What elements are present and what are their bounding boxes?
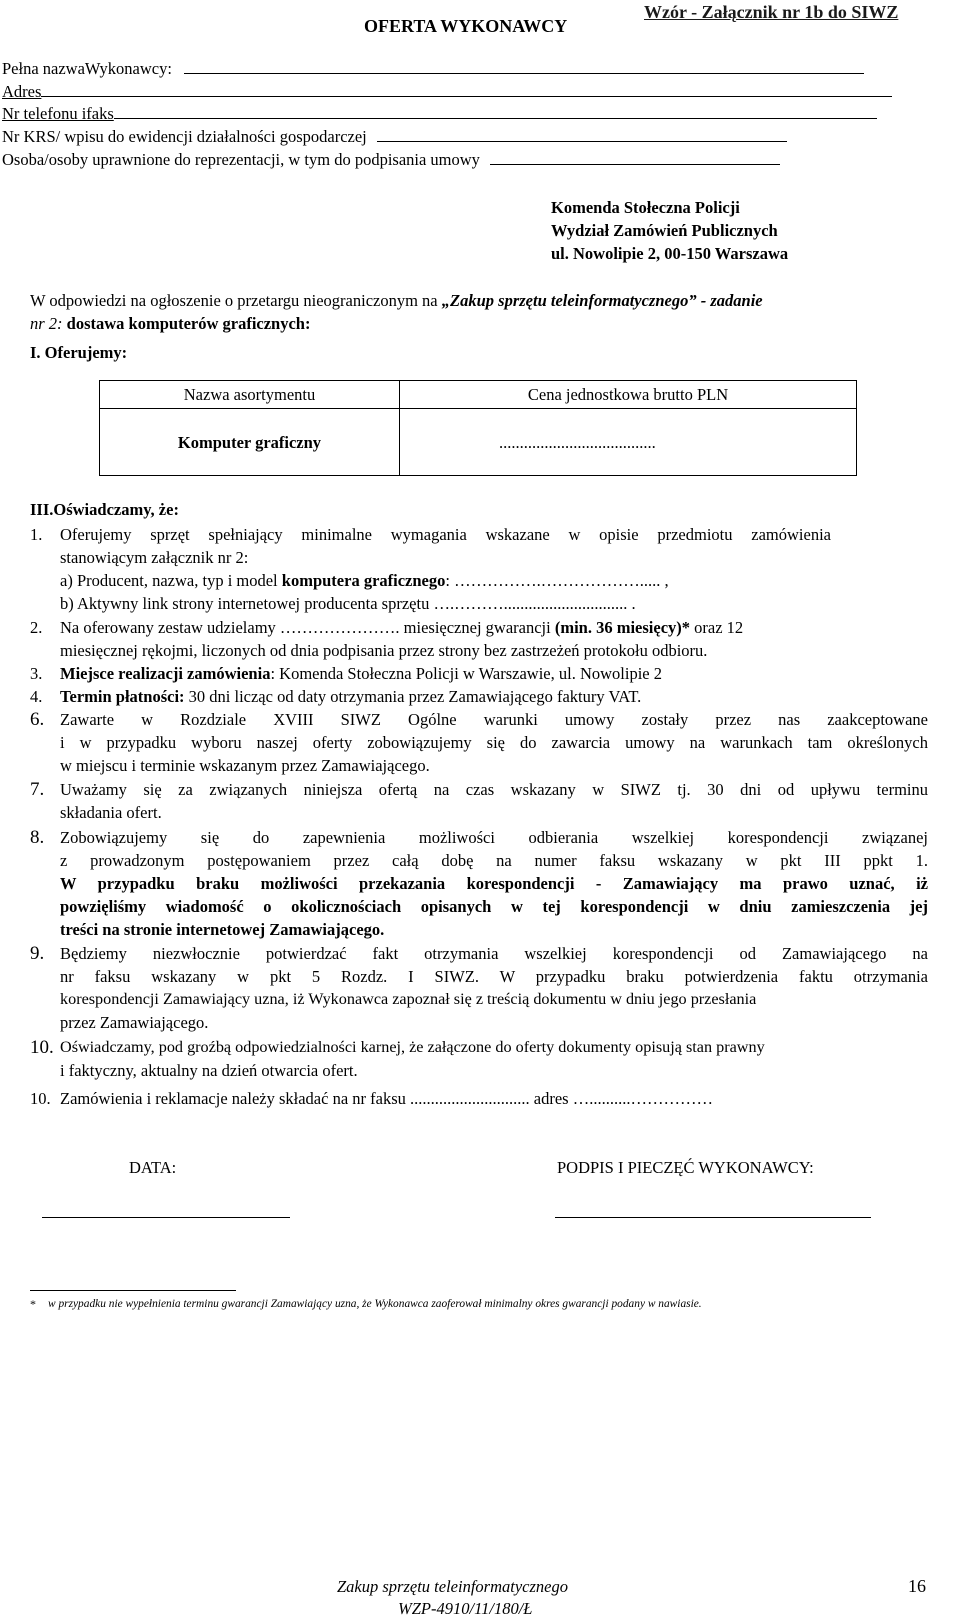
- statement-6-number: 6.: [30, 709, 45, 730]
- recipient-line-2: Wydział Zamówień Publicznych: [551, 221, 778, 240]
- intro-subject: „Zakup sprzętu teleinformatycznego” - zadanie: [441, 291, 763, 310]
- statement-8-number: 8.: [30, 827, 45, 848]
- statement-9-number: 9.: [30, 943, 45, 964]
- intro-line-1: [30, 289, 763, 312]
- statement-8-line-2: z prowadzonym postępowaniem przez całą dobę na numer faksu wskazany w pkt III ppkt 1.: [60, 851, 928, 870]
- table-row: [100, 409, 857, 476]
- section-iii-heading: III.Oświadczamy, że:: [30, 500, 179, 519]
- cell-item-name: Komputer graficzny: [100, 409, 400, 476]
- statement-2-number: 2.: [30, 618, 43, 637]
- statement-3: [60, 662, 662, 685]
- statement-6-line-1: Zawarte w Rozdziale XVIII SIWZ Ogólne warunki umowy zostały przez nas zaakceptowane: [60, 710, 928, 729]
- footnote-text: w przypadku nie wypełnienia terminu gwarancji Zamawiający uzna, że Wykonawca zaoferował minimalny okres gwarancji podany w nawiasie.: [48, 1298, 702, 1310]
- date-fill-line[interactable]: [42, 1216, 290, 1218]
- field-full-name[interactable]: [2, 57, 864, 80]
- fill-line: [377, 127, 787, 142]
- statement-8-line-5: treści na stronie internetowej Zamawiającego.: [60, 920, 385, 939]
- statement-4-bold: Termin płatności:: [60, 687, 185, 706]
- statement-6-line-2: i w przypadku wyboru naszej oferty zobowiązujemy się do zawarcia umowy na warunkach tam określonych: [60, 733, 928, 752]
- field-label: Nr KRS/ wpisu do ewidencji działalności gospodarczej: [2, 127, 367, 146]
- statement-1-line-1: Oferujemy sprzęt spełniający minimalne wymagania wskazane w opisie przedmiotu zamówienia: [60, 525, 831, 544]
- footnote-mark: *: [30, 1297, 36, 1311]
- fill-line: [114, 104, 877, 119]
- field-label: Nr telefonu ifaks: [2, 104, 114, 123]
- footer-title: Zakup sprzętu teleinformatycznego: [337, 1577, 568, 1596]
- statement-4-text: 30 dni licząc od daty otrzymania przez Zamawiającego faktury VAT.: [184, 687, 642, 706]
- fill-line: [490, 150, 780, 165]
- statement-2-line-2: miesięcznej rękojmi, liczonych od dnia podpisania przez strony bez zastrzeżeń protokołu odbioru.: [60, 641, 708, 660]
- statement-8-line-1: Zobowiązujemy się do zapewnienia możliwości odbierania wszelkiej korespondencji związanej: [60, 828, 928, 847]
- statement-9-line-2: nr faksu wskazany w pkt 5 Rozdz. I SIWZ. W przypadku braku potwierdzenia faktu otrzymania: [60, 967, 928, 986]
- statement-10a-number: 10.: [30, 1037, 54, 1058]
- table-header-row: [100, 381, 857, 409]
- statement-9-line-3: korespondencji Zamawiający uzna, iż Wykonawca zapoznał się z treścią dokumentu w dniu jego przesłania: [60, 990, 757, 1008]
- statement-9-line-1: Będziemy niezwłocznie potwierdzać fakt otrzymania wszelkiej korespondencji od Zamawiającego na: [60, 944, 928, 963]
- statement-8-line-3: W przypadku braku możliwości przekazania korespondencji - Zamawiający ma prawo uznać, iż: [60, 874, 928, 893]
- field-krs[interactable]: [2, 125, 787, 148]
- field-label: Adres: [2, 82, 42, 101]
- footnote-separator: [30, 1289, 236, 1291]
- statement-10b-number: 10.: [30, 1089, 51, 1108]
- date-label: DATA:: [129, 1158, 177, 1177]
- statement-10b-line-1[interactable]: Zamówienia i reklamacje należy składać na nr faksu ............................. adres …..........……………: [60, 1089, 713, 1108]
- field-label: Pełna nazwaWykonawcy:: [2, 59, 172, 78]
- statement-1a: [60, 569, 669, 592]
- section-i-heading: I. Oferujemy:: [30, 343, 128, 362]
- statement-7-line-1: Uważamy się za związanych niniejsza ofertą na czas wskazany w SIWZ tj. 30 dni od upływu terminu: [60, 780, 928, 799]
- fill-line: [184, 59, 864, 74]
- offer-table: [99, 380, 857, 476]
- statement-3-bold: Miejsce realizacji zamówienia: [60, 664, 271, 683]
- fill-line: [41, 82, 892, 97]
- statement-1-number: 1.: [30, 525, 43, 544]
- col-header-name: Nazwa asortymentu: [100, 381, 400, 409]
- signature-label: PODPIS I PIECZĘĆ WYKONAWCY:: [557, 1158, 814, 1177]
- intro-line-2: [30, 312, 310, 335]
- statement-2-line-1: [60, 616, 743, 639]
- statement-1-line-2: stanowiącym załącznik nr 2:: [60, 548, 249, 567]
- statement-8-line-4: powzięliśmy wiadomość o okolicznościach opisanych w tej korespondencji w dniu zamieszczenia jej: [60, 897, 928, 916]
- cell-price[interactable]: ......................................: [400, 409, 857, 476]
- recipient-line-1: Komenda Stołeczna Policji: [551, 198, 740, 217]
- statement-10a-line-1: Oświadczamy, pod groźbą odpowiedzialności karnej, że załączone do oferty dokumenty opisują stan prawny: [60, 1038, 765, 1056]
- footer-reference: WZP-4910/11/180/Ł: [398, 1599, 533, 1618]
- statement-1a-text: a) Producent, nazwa, typ i model: [60, 571, 282, 590]
- field-label: Osoba/osoby uprawnione do reprezentacji, w tym do podpisania umowy: [2, 150, 480, 169]
- statement-7-number: 7.: [30, 779, 45, 800]
- form-title: OFERTA WYKONAWCY: [364, 16, 568, 36]
- attachment-label: Wzór - Załącznik nr 1b do SIWZ: [644, 2, 899, 22]
- field-address[interactable]: [2, 80, 892, 103]
- statement-3-number: 3.: [30, 664, 43, 683]
- statement-1b[interactable]: b) Aktywny link strony internetowej producenta sprzętu ….……….............................. .: [60, 594, 636, 613]
- statement-2-bold: (min. 36 miesięcy)*: [554, 618, 691, 637]
- statement-6-line-3: w miejscu i terminie wskazanym przez Zamawiającego.: [60, 756, 430, 775]
- statement-7-line-2: składania ofert.: [60, 803, 162, 822]
- statement-1a-fill[interactable]: : …………….………………..... ,: [445, 571, 669, 590]
- col-header-price: Cena jednostkowa brutto PLN: [400, 381, 857, 409]
- statement-2-tail: oraz 12: [690, 618, 744, 637]
- statement-1a-bold: komputera graficznego: [281, 571, 446, 590]
- field-phone-fax[interactable]: [2, 102, 877, 125]
- statement-4-number: 4.: [30, 687, 43, 706]
- statement-2-text[interactable]: Na oferowany zestaw udzielamy …………………. miesięcznej gwarancji: [60, 618, 555, 637]
- intro-nr: nr 2:: [30, 314, 63, 333]
- statement-4: [60, 685, 641, 708]
- recipient-line-3: ul. Nowolipie 2, 00-150 Warszawa: [551, 244, 789, 263]
- signature-fill-line[interactable]: [555, 1216, 871, 1218]
- statement-9-line-4: przez Zamawiającego.: [60, 1013, 209, 1032]
- intro-text: W odpowiedzi na ogłoszenie o przetargu nieograniczonym na: [30, 291, 442, 310]
- field-representatives[interactable]: [2, 148, 780, 171]
- statement-10a-line-2: i faktyczny, aktualny na dzień otwarcia ofert.: [60, 1061, 358, 1080]
- intro-task: dostawa komputerów graficznych:: [62, 314, 311, 333]
- page-number: 16: [908, 1576, 926, 1596]
- statement-3-text: : Komenda Stołeczna Policji w Warszawie, ul. Nowolipie 2: [270, 664, 662, 683]
